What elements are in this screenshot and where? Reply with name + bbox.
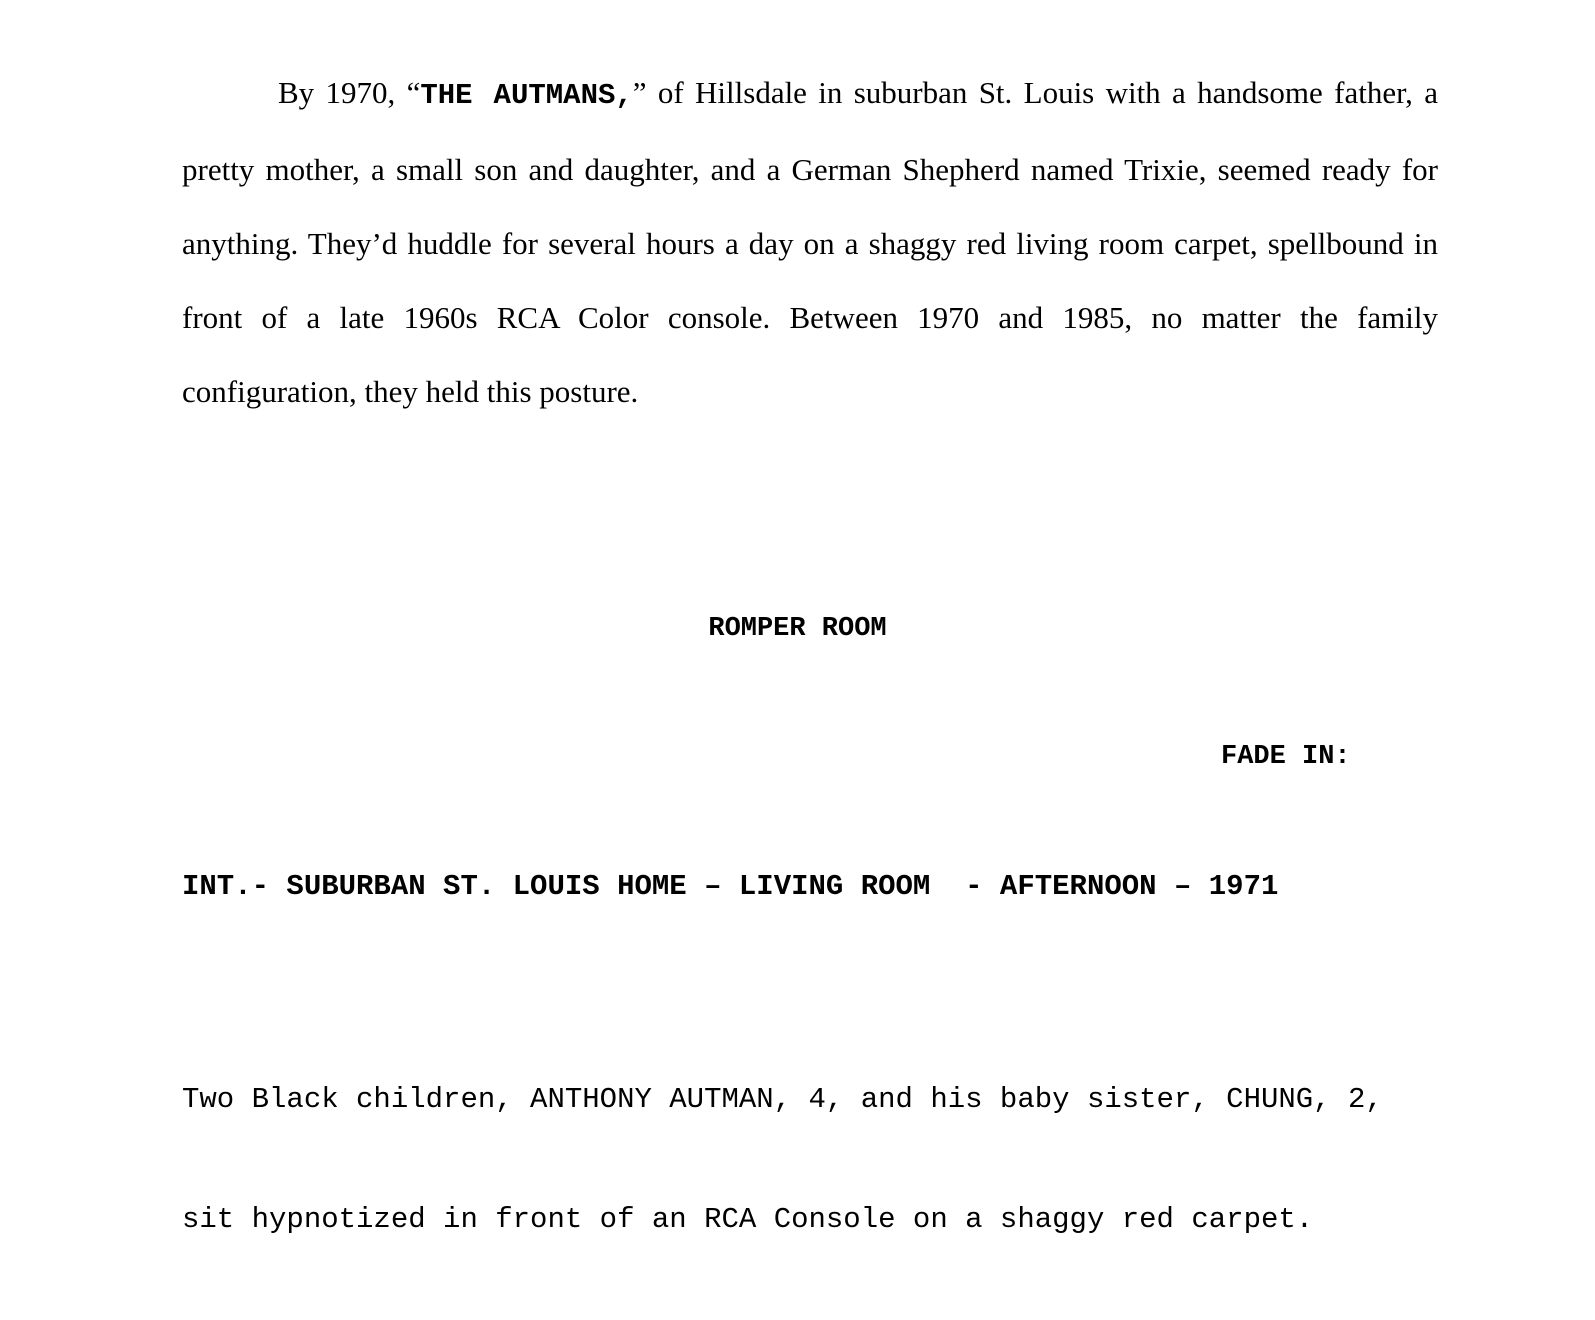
intro-body: ” of Hillsdale in suburban St. Louis with a handsome father, a pretty mother, a small son and daughter, and a German Shepherd named Trixie, seemed ready for anything. They’d huddle for several hours a day on a shaggy red living room carpet, spellbound in front of a late 1960s RCA Color console. Between 1970 and 1985, no matter the family configuration, they held this posture. [182, 75, 1439, 409]
intro-paragraph [182, 56, 1438, 429]
action-line: sit hypnotized in front of an RCA Console on a shaggy red carpet. [182, 1203, 1314, 1236]
scene-slugline: INT.- SUBURBAN ST. LOUIS HOME – LIVING ROOM - AFTERNOON – 1971 [182, 870, 1279, 903]
family-title: THE AUTMANS, [420, 79, 633, 112]
action-description [182, 1000, 1438, 1320]
scene-transition: FADE IN: [1221, 742, 1351, 772]
section-heading: ROMPER ROOM [708, 614, 887, 644]
intro-prefix: By 1970, “ [278, 75, 421, 110]
action-line: Two Black children, ANTHONY AUTMAN, 4, and his baby sister, CHUNG, 2, [182, 1083, 1383, 1116]
